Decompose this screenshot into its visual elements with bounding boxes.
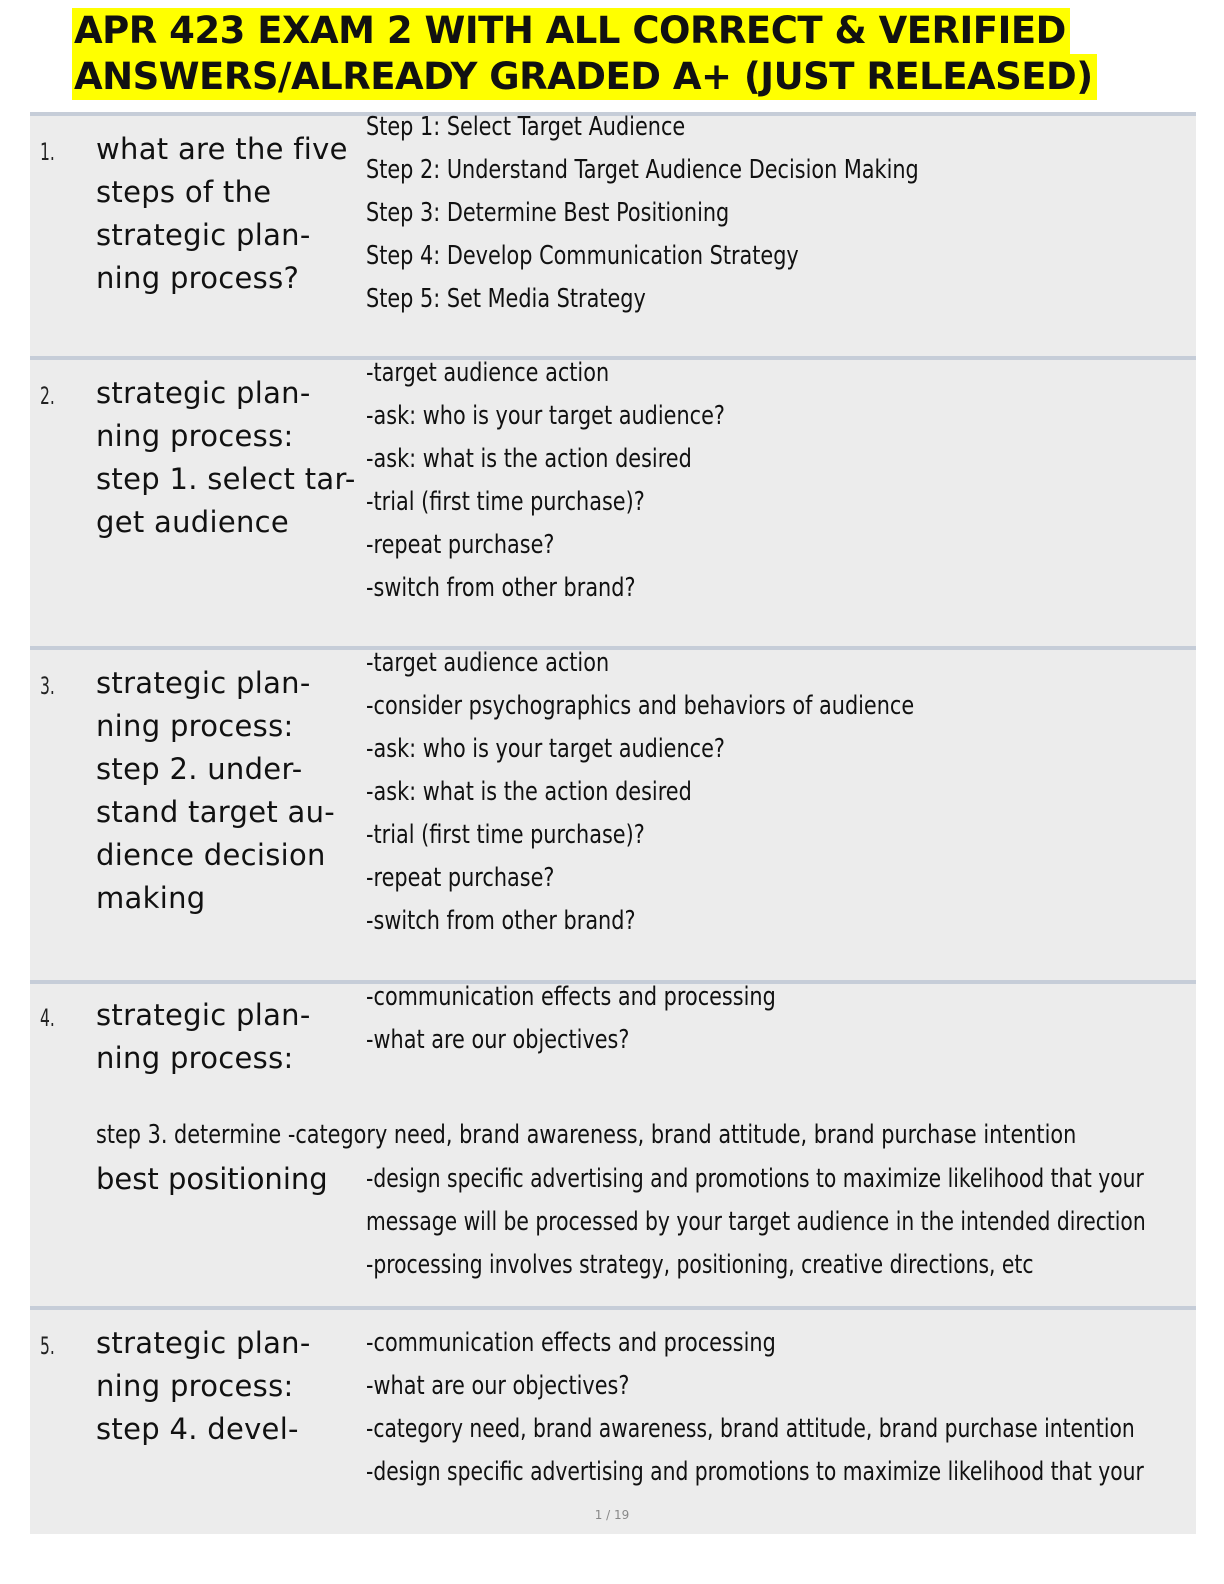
answer-line: Step 5: Set Media Strategy [366, 284, 646, 314]
answer-line: -trial (first time purchase)? [366, 487, 645, 517]
answer-line: -ask: what is the action desired [366, 777, 692, 807]
answer-line: -communication effects and processing [366, 1328, 776, 1358]
card-question: strategic plan-ning process: [96, 998, 311, 1075]
flashcard-3 [30, 646, 1196, 986]
answer-line: -target audience action [366, 358, 610, 388]
answer-line: -category need, brand awareness, brand attitude, brand purchase intention [366, 1414, 1135, 1444]
answer-line: -communication effects and processing [366, 982, 776, 1012]
answer-line: -ask: who is your target audience? [366, 734, 725, 764]
flashcard-5 [30, 1306, 1196, 1538]
answer-line: -ask: who is your target audience? [366, 401, 725, 431]
card-question: strategic plan-ning process: step 2. under-stand target au-dience decision making [96, 666, 336, 915]
answer-line: Step 3: Determine Best Positioning [366, 198, 730, 228]
card-answers [366, 1322, 1196, 1494]
title-line-2: ANSWERS/ALREADY GRADED A+ (JUST RELEASED) [72, 54, 1097, 100]
flashcard-4 [30, 980, 1196, 1310]
card-number: 3. [40, 672, 55, 700]
flashcard-sheet [30, 112, 1196, 1534]
card-answers [366, 106, 1196, 321]
continuation-answers [366, 1158, 1196, 1287]
answer-line: -repeat purchase? [366, 530, 555, 560]
card-number: 4. [40, 1004, 55, 1032]
card-answers [366, 976, 1196, 1062]
card-question: strategic plan-ning process: step 1. select tar-get audience [96, 376, 356, 539]
card-number: 1. [40, 138, 55, 166]
answer-line: -what are our objectives? [366, 1025, 630, 1055]
answer-line: Step 2: Understand Target Audience Decision Making [366, 155, 919, 185]
card-answers [366, 352, 1196, 610]
answer-line: -repeat purchase? [366, 863, 555, 893]
answer-line: -ask: what is the action desired [366, 444, 692, 474]
answer-line: -design specific advertising and promotions to maximize likelihood that your [366, 1164, 1144, 1194]
title-line-1: APR 423 EXAM 2 WITH ALL CORRECT & VERIFIED [72, 8, 1070, 54]
document-title [72, 8, 1192, 100]
flashcard-2 [30, 356, 1196, 650]
continuation-question: best positioning [96, 1162, 328, 1196]
continuation-line: step 3. determine -category need, brand awareness, brand attitude, brand purchase intention [96, 1120, 1077, 1150]
page-indicator: 1 / 19 [594, 1508, 630, 1522]
answer-line: -what are our objectives? [366, 1371, 630, 1401]
answer-line: Step 1: Select Target Audience [366, 112, 686, 142]
answer-line: -switch from other brand? [366, 573, 636, 603]
answer-line: -trial (first time purchase)? [366, 820, 645, 850]
answer-line: Step 4: Develop Communication Strategy [366, 241, 799, 271]
answer-line: -target audience action [366, 648, 610, 678]
card-question: what are the five steps of the strategic plan-ning process? [96, 132, 348, 295]
card-number: 5. [40, 1332, 55, 1360]
answer-line: -processing involves strategy, positioning, creative directions, etc [366, 1250, 1034, 1280]
answer-line: -consider psychographics and behaviors of audience [366, 691, 915, 721]
answer-line: -design specific advertising and promotions to maximize likelihood that your [366, 1457, 1144, 1487]
card-question: strategic plan-ning process: step 4. devel- [96, 1326, 311, 1446]
answer-line: message will be processed by your target audience in the intended direction [366, 1207, 1146, 1237]
answer-line: -switch from other brand? [366, 906, 636, 936]
flashcard-1 [30, 112, 1196, 360]
card-answers [366, 642, 1196, 943]
card-number: 2. [40, 382, 55, 410]
